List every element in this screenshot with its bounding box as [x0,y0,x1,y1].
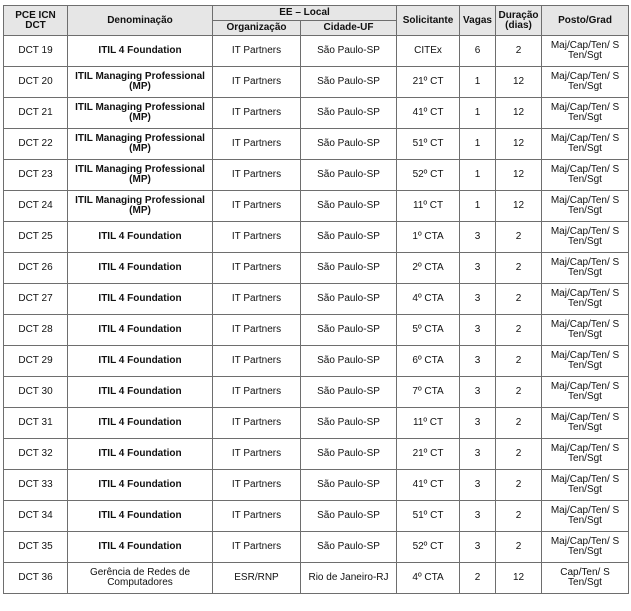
cell-slots: 1 [460,98,496,129]
cell-requester: 4º CTA [397,563,460,594]
cell-name: ITIL 4 Foundation [68,439,213,470]
course-table [3,5,629,594]
cell-name: ITIL 4 Foundation [68,377,213,408]
cell-rank: Maj/Cap/Ten/ S Ten/Sgt [542,36,629,67]
cell-rank: Maj/Cap/Ten/ S Ten/Sgt [542,532,629,563]
cell-city: São Paulo-SP [301,315,397,346]
cell-code: DCT 24 [4,191,68,222]
cell-city: São Paulo-SP [301,129,397,160]
cell-organization: IT Partners [213,408,301,439]
cell-slots: 1 [460,129,496,160]
cell-organization: IT Partners [213,67,301,98]
cell-name: ITIL 4 Foundation [68,222,213,253]
table-row [4,284,629,315]
header-organization: Organização [213,21,301,36]
cell-organization: IT Partners [213,377,301,408]
cell-requester: 11º CT [397,191,460,222]
cell-city: São Paulo-SP [301,377,397,408]
cell-name: ITIL Managing Professional (MP) [68,67,213,98]
cell-rank: Maj/Cap/Ten/ S Ten/Sgt [542,67,629,98]
cell-organization: IT Partners [213,191,301,222]
cell-slots: 6 [460,36,496,67]
cell-rank: Maj/Cap/Ten/ S Ten/Sgt [542,439,629,470]
cell-rank: Maj/Cap/Ten/ S Ten/Sgt [542,284,629,315]
cell-name: ITIL 4 Foundation [68,315,213,346]
cell-city: São Paulo-SP [301,408,397,439]
cell-organization: IT Partners [213,501,301,532]
header-name: Denominação [68,6,213,36]
cell-slots: 2 [460,563,496,594]
cell-name: ITIL 4 Foundation [68,501,213,532]
header-duration: Duração (dias) [496,6,542,36]
cell-organization: IT Partners [213,315,301,346]
cell-city: São Paulo-SP [301,222,397,253]
cell-name: ITIL 4 Foundation [68,346,213,377]
course-table-container [3,5,629,594]
cell-name: ITIL 4 Foundation [68,470,213,501]
cell-requester: 1º CTA [397,222,460,253]
cell-rank: Maj/Cap/Ten/ S Ten/Sgt [542,222,629,253]
table-header [4,6,629,36]
cell-requester: 2º CTA [397,253,460,284]
cell-slots: 1 [460,67,496,98]
cell-rank: Maj/Cap/Ten/ S Ten/Sgt [542,160,629,191]
cell-requester: 51º CT [397,501,460,532]
cell-code: DCT 34 [4,501,68,532]
cell-rank: Maj/Cap/Ten/ S Ten/Sgt [542,470,629,501]
cell-city: São Paulo-SP [301,98,397,129]
cell-city: São Paulo-SP [301,160,397,191]
cell-duration: 12 [496,191,542,222]
cell-rank: Maj/Cap/Ten/ S Ten/Sgt [542,501,629,532]
header-city: Cidade-UF [301,21,397,36]
cell-city: São Paulo-SP [301,532,397,563]
cell-code: DCT 21 [4,98,68,129]
cell-duration: 12 [496,67,542,98]
cell-duration: 2 [496,377,542,408]
table-row [4,222,629,253]
cell-code: DCT 28 [4,315,68,346]
cell-duration: 2 [496,470,542,501]
cell-requester: 5º CTA [397,315,460,346]
cell-rank: Maj/Cap/Ten/ S Ten/Sgt [542,315,629,346]
cell-requester: 4º CTA [397,284,460,315]
table-row [4,408,629,439]
cell-code: DCT 23 [4,160,68,191]
cell-organization: ESR/RNP [213,563,301,594]
table-row [4,501,629,532]
cell-slots: 3 [460,222,496,253]
header-ee-local: EE – Local [213,6,397,21]
cell-requester: 52º CT [397,532,460,563]
cell-city: São Paulo-SP [301,439,397,470]
table-row [4,36,629,67]
cell-requester: 21º CT [397,439,460,470]
cell-code: DCT 30 [4,377,68,408]
cell-code: DCT 31 [4,408,68,439]
cell-rank: Maj/Cap/Ten/ S Ten/Sgt [542,346,629,377]
table-row [4,253,629,284]
cell-duration: 2 [496,501,542,532]
cell-requester: CITEx [397,36,460,67]
cell-name: ITIL Managing Professional (MP) [68,160,213,191]
cell-requester: 6º CTA [397,346,460,377]
cell-requester: 51º CT [397,129,460,160]
cell-code: DCT 29 [4,346,68,377]
cell-slots: 3 [460,408,496,439]
cell-code: DCT 35 [4,532,68,563]
cell-code: DCT 33 [4,470,68,501]
cell-slots: 3 [460,284,496,315]
cell-slots: 1 [460,160,496,191]
cell-organization: IT Partners [213,253,301,284]
cell-rank: Maj/Cap/Ten/ S Ten/Sgt [542,377,629,408]
cell-duration: 12 [496,563,542,594]
cell-duration: 2 [496,439,542,470]
cell-duration: 2 [496,284,542,315]
table-row [4,191,629,222]
cell-slots: 3 [460,377,496,408]
cell-rank: Maj/Cap/Ten/ S Ten/Sgt [542,129,629,160]
cell-slots: 3 [460,439,496,470]
cell-city: São Paulo-SP [301,36,397,67]
table-row [4,346,629,377]
cell-slots: 3 [460,253,496,284]
cell-rank: Cap/Ten/ S Ten/Sgt [542,563,629,594]
cell-requester: 41º CT [397,98,460,129]
cell-organization: IT Partners [213,160,301,191]
cell-name: ITIL 4 Foundation [68,253,213,284]
cell-requester: 7º CTA [397,377,460,408]
table-row [4,470,629,501]
header-rank: Posto/Grad [542,6,629,36]
cell-city: São Paulo-SP [301,67,397,98]
cell-code: DCT 25 [4,222,68,253]
cell-name: ITIL 4 Foundation [68,532,213,563]
cell-city: São Paulo-SP [301,284,397,315]
cell-organization: IT Partners [213,284,301,315]
cell-name: ITIL Managing Professional (MP) [68,98,213,129]
cell-slots: 3 [460,470,496,501]
cell-code: DCT 20 [4,67,68,98]
cell-slots: 3 [460,501,496,532]
cell-code: DCT 36 [4,563,68,594]
cell-city: São Paulo-SP [301,470,397,501]
cell-organization: IT Partners [213,36,301,67]
cell-organization: IT Partners [213,470,301,501]
cell-organization: IT Partners [213,222,301,253]
cell-duration: 2 [496,408,542,439]
cell-code: DCT 26 [4,253,68,284]
cell-organization: IT Partners [213,98,301,129]
cell-duration: 2 [496,36,542,67]
cell-slots: 3 [460,532,496,563]
cell-duration: 2 [496,222,542,253]
table-body [4,36,629,594]
table-row [4,160,629,191]
cell-city: São Paulo-SP [301,501,397,532]
cell-city: São Paulo-SP [301,346,397,377]
cell-organization: IT Partners [213,532,301,563]
table-row [4,315,629,346]
cell-requester: 11º CT [397,408,460,439]
cell-city: São Paulo-SP [301,191,397,222]
cell-duration: 12 [496,160,542,191]
cell-name: Gerência de Redes de Computadores [68,563,213,594]
table-row [4,377,629,408]
cell-city: Rio de Janeiro-RJ [301,563,397,594]
table-row [4,439,629,470]
cell-code: DCT 32 [4,439,68,470]
cell-organization: IT Partners [213,346,301,377]
cell-slots: 1 [460,191,496,222]
cell-slots: 3 [460,346,496,377]
cell-requester: 21º CT [397,67,460,98]
cell-city: São Paulo-SP [301,253,397,284]
table-row [4,563,629,594]
cell-name: ITIL 4 Foundation [68,408,213,439]
header-code: PCE ICN DCT [4,6,68,36]
header-slots: Vagas [460,6,496,36]
cell-organization: IT Partners [213,129,301,160]
header-requester: Solicitante [397,6,460,36]
cell-slots: 3 [460,315,496,346]
cell-rank: Maj/Cap/Ten/ S Ten/Sgt [542,408,629,439]
cell-rank: Maj/Cap/Ten/ S Ten/Sgt [542,98,629,129]
cell-code: DCT 22 [4,129,68,160]
table-row [4,129,629,160]
cell-duration: 2 [496,346,542,377]
cell-requester: 52º CT [397,160,460,191]
cell-name: ITIL Managing Professional (MP) [68,129,213,160]
cell-rank: Maj/Cap/Ten/ S Ten/Sgt [542,253,629,284]
cell-code: DCT 27 [4,284,68,315]
cell-duration: 12 [496,129,542,160]
cell-duration: 2 [496,253,542,284]
cell-name: ITIL Managing Professional (MP) [68,191,213,222]
cell-duration: 12 [496,98,542,129]
table-row [4,67,629,98]
cell-rank: Maj/Cap/Ten/ S Ten/Sgt [542,191,629,222]
cell-duration: 2 [496,315,542,346]
cell-requester: 41º CT [397,470,460,501]
cell-organization: IT Partners [213,439,301,470]
table-row [4,98,629,129]
table-row [4,532,629,563]
cell-duration: 2 [496,532,542,563]
cell-code: DCT 19 [4,36,68,67]
cell-name: ITIL 4 Foundation [68,36,213,67]
cell-name: ITIL 4 Foundation [68,284,213,315]
